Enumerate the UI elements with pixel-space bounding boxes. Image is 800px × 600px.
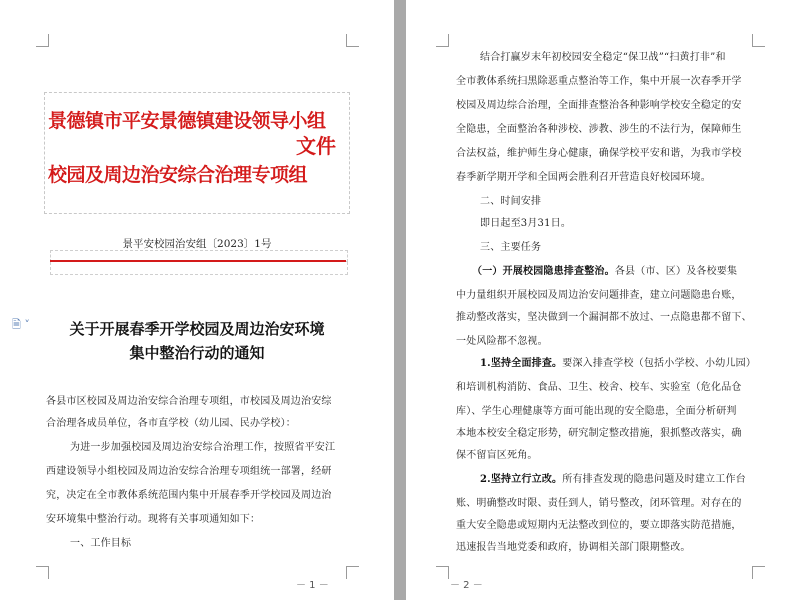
document-title-line2: 集中整治行动的通知: [129, 344, 265, 362]
body-line: 合治理各成员单位，各市直学校（幼儿园、民办学校）：: [46, 418, 296, 429]
body-line: 账、明确整改时限、责任到人，销号整改，闭环管理。对存在的: [456, 498, 742, 509]
document-number: 景平安校园治安组〔2023〕1号: [122, 238, 272, 250]
section-heading: 一、工作目标: [70, 538, 132, 549]
page-number: － 2 －: [450, 580, 483, 591]
document-icon[interactable]: 🗎 ˅: [12, 318, 30, 331]
task-text: 各县（市、区）及各校要集: [614, 266, 738, 277]
body-line: 库）、学生心理健康等方面可能出现的安全隐患，全面分析研判: [456, 406, 737, 417]
task-heading: （一）开展校园隐患排查整治。: [472, 266, 615, 277]
body-line: 重大安全隐患或短期内无法整改到位的，要立即落实防范措施，: [456, 520, 742, 531]
page-corner-mark: [346, 34, 359, 47]
body-line: 全隐患，全面整治各种涉校、涉教、涉生的不法行为，保障师生: [456, 124, 742, 135]
body-line: 迅速报告当地党委和政府，协调相关部门限期整改。: [456, 542, 691, 553]
page-corner-mark: [436, 34, 449, 47]
header-org-line1: 景德镇市平安景德镇建设领导小组: [48, 110, 326, 132]
document-page-1: [0, 0, 394, 600]
page-corner-mark: [346, 566, 359, 579]
item-heading: 1.坚持全面排查。: [480, 358, 563, 369]
body-line: 即日起至3月31日。: [480, 218, 572, 229]
body-line: 一处风险都不忽视。: [456, 336, 548, 347]
item-text: 要深入排查学校（包括小学校、小幼儿园）: [562, 358, 757, 369]
body-line: 春季新学期开学和全国两会胜利召开营造良好校园环境。: [456, 172, 711, 183]
body-line: 保不留盲区死角。: [456, 450, 538, 461]
body-line: 中力量组织开展校园及周边治安问题排查，建立问题隐患台账，: [456, 290, 742, 301]
body-line: 本地本校安全稳定形势，研究制定整改措施，狠抓整改落实，确: [456, 428, 742, 439]
item-heading: 2.坚持立行立改。: [480, 474, 563, 485]
header-grid-row: [50, 262, 348, 275]
item-paragraph: [480, 470, 746, 485]
section-heading: 二、时间安排: [480, 196, 542, 207]
header-document-label: 文件: [296, 134, 336, 158]
body-line: 校园及周边综合治理，全面排查整治各种影响学校安全稳定的安: [456, 100, 742, 111]
page-corner-mark: [752, 34, 765, 47]
document-page-2: [406, 0, 800, 600]
item-paragraph: [480, 354, 756, 369]
page-corner-mark: [752, 566, 765, 579]
page-number: － 1 －: [296, 580, 329, 591]
body-line: 和培训机构消防、食品、卫生、校舍、校车、实验室（危化品仓: [456, 382, 742, 393]
page-corner-mark: [436, 566, 449, 579]
document-title-line1: 关于开展春季开学校园及周边治安环境: [69, 320, 325, 338]
section-heading: 三、主要任务: [480, 242, 542, 253]
page-corner-mark: [36, 34, 49, 47]
header-org-line2: 校园及周边治安综合治理专项组: [48, 164, 308, 186]
body-line: 究，决定在全市教体系统范围内集中开展春季开学校园及周边治: [46, 490, 332, 501]
body-line: 全市教体系统扫黑除恶重点整治等工作，集中开展一次春季开学: [456, 76, 742, 87]
task-paragraph: [472, 262, 737, 277]
body-line: 推动整改落实，坚决做到一个漏洞都不放过、一点隐患都不留下、: [456, 312, 752, 323]
body-line: 各县市区校园及周边治安综合治理专项组，市校园及周边治安综: [46, 396, 332, 407]
body-line: 安环境集中整治行动。现将有关事项通知如下：: [46, 514, 261, 525]
item-text: 所有排查发现的隐患问题及时建立工作台: [562, 474, 746, 485]
body-line: 西建设领导小组校园及周边治安综合治理专项组统一部署，经研: [46, 466, 332, 477]
body-line: 合法权益，维护师生身心健康，确保学校平安和谐，为我市学校: [456, 148, 742, 159]
page-corner-mark: [36, 566, 49, 579]
body-line: 为进一步加强校园及周边治安综合治理工作，按照省平安江: [70, 442, 336, 453]
body-line: 结合打赢岁末年初校园安全稳定“保卫战”“扫黄打非”和: [480, 52, 726, 63]
